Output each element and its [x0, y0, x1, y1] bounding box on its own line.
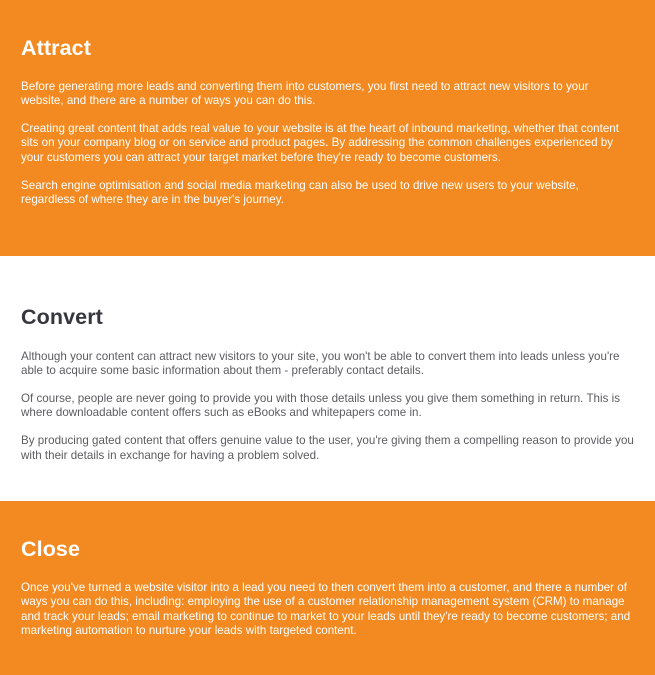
paragraph: Search engine optimisation and social media marketing can also be used to drive new users to your website, regardless of where they are in the buyer's journey. — [21, 178, 579, 207]
section-convert — [0, 256, 655, 501]
section-convert-body — [21, 350, 634, 464]
paragraph: Although your content can attract new visitors to your site, you won't be able to convert them into leads unless you're able to acquire some basic information about them - preferably contact details. — [21, 349, 620, 378]
section-close — [0, 501, 655, 675]
section-attract — [0, 0, 655, 256]
paragraph: Of course, people are never going to provide you with those details unless you give them something in return. This is where downloadable content offers such as eBooks and whitepapers come in. — [21, 391, 621, 420]
paragraph: Before generating more leads and converting them into customers, you first need to attract new visitors to your website, and there are a number of ways you can do this. — [21, 79, 589, 108]
section-close-body — [21, 581, 634, 639]
section-close-heading: Close — [21, 537, 81, 561]
section-convert-heading: Convert — [21, 305, 103, 329]
paragraph: Once you've turned a website visitor into a lead you need to then convert them into a customer, and there a number of ways you can do this, including: employing the use of a customer relationship management system (CRM) to manage and track your leads; email marketing to continue to market to your leads until they're ready to become customers; and marketing automation to nurture your leads with targeted content. — [21, 580, 631, 638]
section-attract-body — [21, 80, 634, 208]
paragraph: Creating great content that adds real value to your website is at the heart of inbound marketing, whether that content sits on your company blog or on service and product pages. By addressing the common challenges experienced by your customers you can attract your target market before they're ready to become customers. — [21, 121, 619, 165]
paragraph: By producing gated content that offers genuine value to the user, you're giving them a compelling reason to provide you with their details in exchange for having a problem solved. — [21, 434, 634, 462]
section-attract-heading: Attract — [21, 36, 91, 60]
